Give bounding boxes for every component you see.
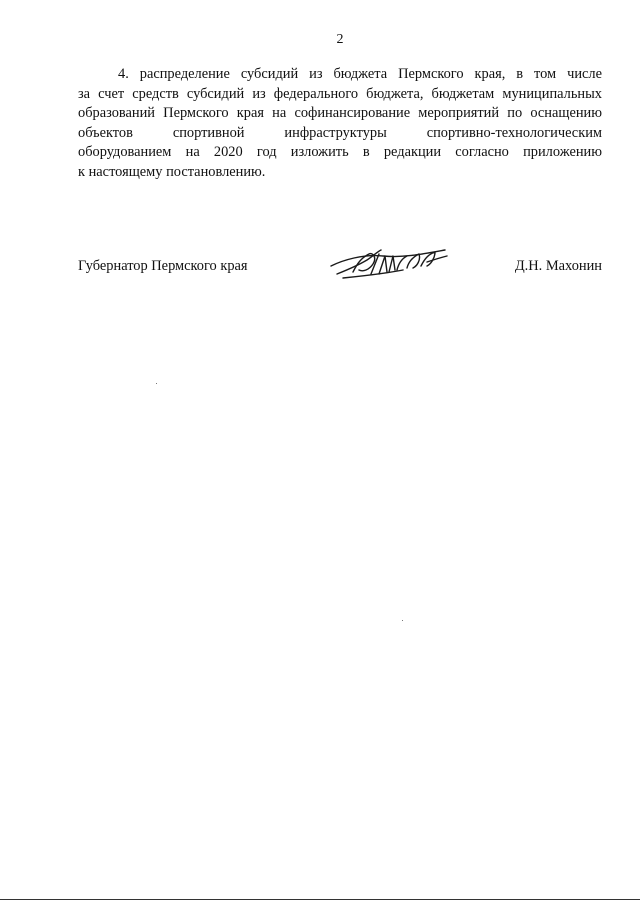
scan-speck [156,383,157,384]
handwritten-signature [323,244,453,284]
paragraph-line: 4. распределение субсидий из бюджета Пермского края, в том числе [118,66,602,82]
paragraph-line: за счет средств субсидий из федерального бюджета, бюджетам муниципальных [78,85,602,102]
paragraph-line: к настоящему постановлению. [78,163,266,180]
page-bottom-edge [0,899,640,900]
paragraph-line: объектов спортивной инфраструктуры спортивно-технологическим [78,124,602,141]
signature-block [78,256,602,296]
paragraph-item-4 [78,65,602,182]
paragraph-line: образований Пермского края на софинансирование мероприятий по оснащению [78,105,602,121]
page-number: 2 [336,32,344,47]
paragraph-line: оборудованием на 2020 год изложить в редакции согласно приложению [78,144,602,160]
signatory-title: Губернатор Пермского края [78,258,248,274]
scan-speck [402,620,403,621]
signatory-name: Д.Н. Махонин [514,258,602,274]
